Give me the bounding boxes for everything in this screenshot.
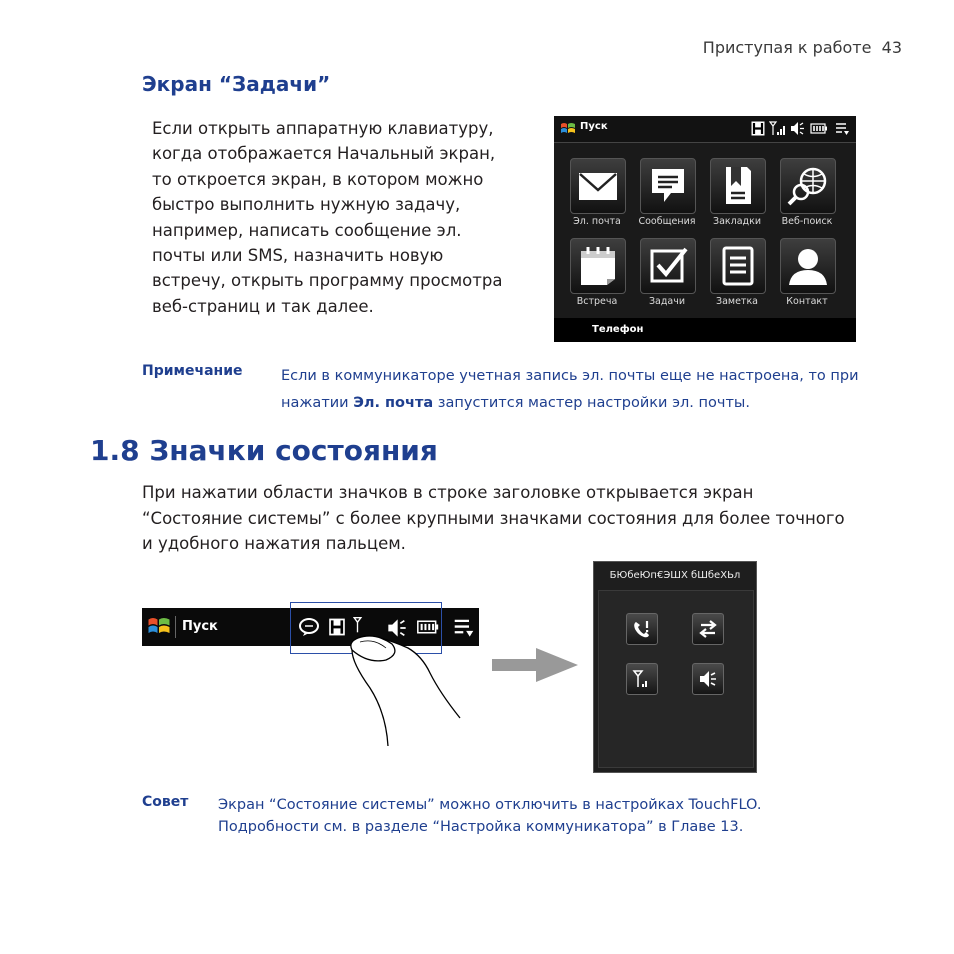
- h-icon[interactable]: [751, 121, 765, 136]
- status-sync-button[interactable]: [692, 613, 724, 645]
- phone-tile-area: [554, 143, 856, 318]
- status-icons-heading: 1.8 Значки состояния: [90, 434, 438, 467]
- tile-web-search[interactable]: [780, 158, 836, 214]
- status-paragraph-line: При нажатии области значков в строке заголовке открывается экран: [142, 483, 754, 502]
- status-volume-button[interactable]: [692, 663, 724, 695]
- speaker-icon: [693, 664, 723, 694]
- note-text: [281, 363, 859, 417]
- note-line-suffix: запустится мастер настройки эл. почты.: [433, 395, 750, 411]
- tip-text: [218, 794, 761, 838]
- tile-label: Закладки: [712, 216, 762, 227]
- status-signal-button[interactable]: [626, 663, 658, 695]
- status-phone-button[interactable]: [626, 613, 658, 645]
- checkbox-icon: [641, 239, 695, 293]
- tile-tasks[interactable]: [640, 238, 696, 294]
- tasks-paragraph: [152, 116, 532, 319]
- taskbar-divider: [175, 616, 176, 638]
- phone-title-bar: [554, 116, 856, 143]
- tasks-screen-screenshot: [554, 116, 856, 342]
- tasks-paragraph-line: Если открыть аппаратную клавиатуру,: [152, 119, 494, 138]
- phone-bottom-bar: [554, 319, 856, 342]
- running-header: [703, 38, 902, 57]
- status-screen-title: БЮбеЮп€ЭШХ бШбеХЬл: [609, 570, 741, 581]
- note-line: Если в коммуникаторе учетная запись эл. почты еще не настроена, то при: [281, 368, 859, 384]
- status-paragraph: [142, 480, 845, 557]
- phone-start-label[interactable]: Пуск: [580, 121, 608, 132]
- tasks-paragraph-line: веб-страниц и так далее.: [152, 296, 374, 316]
- tile-label: Эл. почта: [573, 216, 621, 227]
- battery-icon[interactable]: [810, 123, 828, 134]
- tile-bookmarks[interactable]: [710, 158, 766, 214]
- bookmark-icon: [711, 159, 765, 213]
- tile-note[interactable]: [710, 238, 766, 294]
- tasks-paragraph-line: почты или SMS, назначить новую: [152, 246, 444, 266]
- note-icon: [711, 239, 765, 293]
- tile-label: Контакт: [786, 296, 828, 307]
- tasks-paragraph-line: встречу, открыть программу просмотра: [152, 271, 503, 291]
- note-email-term: Эл. почта: [353, 395, 434, 411]
- tasks-paragraph-line: когда отображается Начальный экран,: [152, 144, 496, 164]
- tile-messages[interactable]: [640, 158, 696, 214]
- tile-label: Заметка: [715, 296, 759, 307]
- contact-icon: [781, 239, 835, 293]
- tip-line: Подробности см. в разделе “Настройка коммуникатора” в Главе 13.: [218, 819, 744, 835]
- tip-line: Экран “Состояние системы” можно отключить в настройках TouchFLO.: [218, 797, 762, 813]
- status-paragraph-line: и удобного нажатия пальцем.: [142, 534, 406, 554]
- web-search-icon: [781, 159, 835, 213]
- sync-arrows-icon: [693, 614, 723, 644]
- status-paragraph-line: “Состояние системы” с более крупными значками состояния для более точного: [142, 508, 845, 528]
- tip-label: Совет: [142, 794, 189, 810]
- calendar-icon: [571, 239, 625, 293]
- note-line-prefix: нажатии: [281, 395, 354, 411]
- phone-alert-icon: [627, 614, 657, 644]
- tasks-paragraph-line: быстро выполнить нужную задачу,: [152, 195, 461, 215]
- message-icon: [641, 159, 695, 213]
- header-section: Приступая к работе: [702, 38, 872, 57]
- system-status-screenshot: [593, 561, 757, 773]
- menu-icon[interactable]: [835, 122, 850, 136]
- right-arrow-icon: [492, 645, 582, 685]
- note-line: [281, 390, 859, 417]
- signal-icon: [627, 664, 657, 694]
- status-screen-body: [598, 590, 754, 768]
- tile-contact[interactable]: [780, 238, 836, 294]
- tasks-heading: Экран “Задачи”: [142, 72, 331, 96]
- windows-flag-icon: [560, 121, 576, 137]
- tile-label: Сообщения: [638, 216, 696, 227]
- phone-softkey-label[interactable]: Телефон: [592, 324, 644, 335]
- tasks-paragraph-line: например, написать сообщение эл.: [152, 220, 462, 240]
- taskbar-start-label[interactable]: Пуск: [182, 619, 218, 634]
- envelope-icon: [571, 159, 625, 213]
- note-label: Примечание: [142, 363, 243, 379]
- windows-flag-icon[interactable]: [146, 615, 172, 639]
- tile-label: Веб-поиск: [781, 216, 833, 227]
- speaker-icon[interactable]: [790, 121, 805, 136]
- tile-email[interactable]: [570, 158, 626, 214]
- tile-appointment[interactable]: [570, 238, 626, 294]
- signal-icon[interactable]: [769, 121, 785, 136]
- tasks-paragraph-line: то откроется экран, в котором можно: [152, 169, 484, 189]
- tile-label: Задачи: [648, 296, 686, 307]
- finger-illustration: [330, 618, 480, 748]
- tile-label: Встреча: [576, 296, 618, 307]
- page-number: 43: [881, 38, 902, 57]
